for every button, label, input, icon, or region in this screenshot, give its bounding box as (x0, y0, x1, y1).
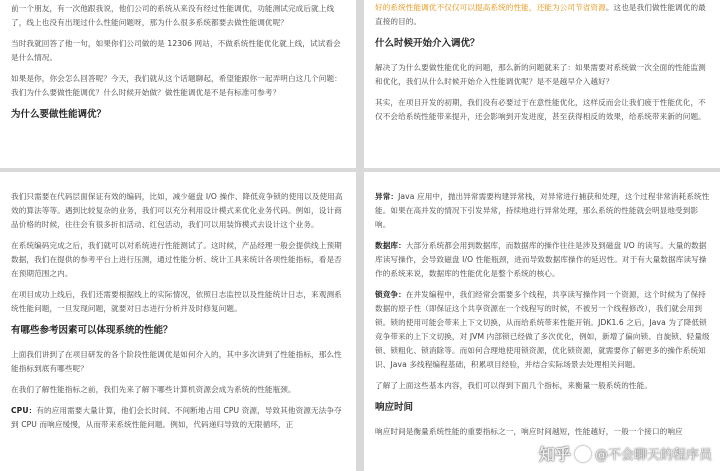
paragraph: 在我们了解性能指标之前，我们先来了解下哪些计算机资源会成为系统的性能瓶颈。 (11, 385, 296, 394)
section-heading: 响应时间 (375, 402, 414, 413)
paragraph-rest: 有的应用需要大量计算，他们会长时间、不间断地占用 CPU 资源，导致其他资源无法争夺到 CPU 而响应缓慢，从而带来系统性能问题。例如，代码递归导致的无限循环，正 (11, 406, 342, 429)
section-heading: 有哪些参考因素可以体现系统的性能？ (11, 325, 173, 336)
watermark (539, 442, 712, 465)
term-label: 数据库： (375, 241, 406, 250)
paragraph: 其实，在项目开发的初期，我们没有必要过于在意性能优化，这样反而会让我们疲于性能优化，不仅不会给系统性能带来提升，还会影响到开发进度，甚至获得相反的效果，给系统带来新的问题。 (375, 98, 706, 121)
watermark-site: 知乎 (538, 445, 571, 464)
paragraph (375, 190, 710, 232)
term-label: CPU： (11, 406, 37, 415)
paragraph: 上面我们讲到了在项目研发的各个阶段性能调优是如何介入的，其中多次讲到了性能指标，那么性能指标到底有哪些呢？ (11, 350, 342, 373)
term-label: 异常： (375, 192, 399, 201)
paragraph: 了解了上面这些基本内容，我们可以得到下面几个指标，来衡量一般系统的性能。 (375, 381, 652, 390)
paragraph: 前一个朋友，有一次他跟我说，他们公司的系统从来没有经过性能调优，功能测试完成后就上线了，线上也没有出现过什么性能问题呀，那为什么很多系统都要去做性能调优呢？ (11, 4, 335, 27)
paragraph-rest: Java 应用中，抛出异常需要构建异常栈，对异常进行捕获和处理，这个过程非常消耗系统性能。如果在高并发的情况下引发异常，持续地进行异常处理，那么系统的性能就会明显地受到影响。 (375, 192, 710, 229)
term-label: 锁竞争： (375, 290, 406, 299)
highlighted-text: 好的系统性能调优不仅仅可以提高系统的性能，还能为公司节省资源 (375, 3, 606, 12)
section-heading: 什么时候开始介入调优？ (375, 38, 480, 49)
paragraph: 在系统编码完成之后，我们就可以对系统进行性能测试了。这时候，产品经理一般会提供线上预期数据，我们在提供的参考平台上进行压测，通过性能分析、统计工具来统计各项性能指标，看是否在预期范围之内。 (11, 241, 342, 278)
section-heading: 为什么要做性能调优？ (11, 109, 107, 120)
watermark-logo-icon (575, 446, 591, 462)
paragraph-rest: 。这也是我们做性能调优的最直接的目的。 (375, 3, 706, 26)
panel-bottom-right (364, 172, 720, 471)
paragraph (11, 404, 346, 432)
watermark-user: @不会聊天的程序员 (594, 448, 712, 463)
paragraph (375, 239, 710, 281)
paragraph (375, 288, 710, 372)
paragraph: 如果是你，你会怎么回答呢？今天，我们就从这个话题聊起，希望能跟你一起弄明白这几个问题：我们为什么要做性能调优？什么时候开始做？做性能调优是不是有标准可参考？ (11, 74, 342, 97)
paragraph: 当时我就回答了他一句，如果你们公司做的是 12306 网站，不做系统性能优化就上线，试试看会是什么情况。 (11, 39, 341, 62)
paragraph: 我们只需要在代码层面保证有效的编码，比如，减少磁盘 I/O 操作、降低竞争锁的使用以及使用高效的算法等等。遇到比较复杂的业务，我们可以充分利用设计模式来优化业务代码。例如，设计商品价格的时候，往往会有很多折扣活动、红包活动，我们可以用装饰模式去设计这个业务。 (11, 192, 343, 229)
paragraph: 解决了为什么要做性能优化的问题，那么新的问题就来了：如果需要对系统做一次全面的性能监测和优化，我们从什么时候开始介入性能调优呢？是不是越早介入越好？ (375, 63, 706, 86)
paragraph: 响应时间是衡量系统性能的重要指标之一，响应时间越短，性能越好，一般一个接口的响应 (375, 427, 683, 436)
paragraph (375, 1, 710, 29)
panel-top-right (364, 0, 720, 168)
panel-top-left (0, 0, 356, 168)
paragraph: 在项目成功上线后，我们还需要根据线上的实际情况，依照日志监控以及性能统计日志，来观测系统性能问题，一旦发现问题，就要对日志进行分析并及时修复问题。 (11, 290, 342, 313)
paragraph-rest: 大部分系统都会用到数据库，而数据库的操作往往是涉及到磁盘 I/O 的读写。大量的数据库读写操作，会导致磁盘 I/O 性能瓶颈，进而导致数据库操作的延迟性。对于有大量数据库读写操作的系统来说，数据库的性能优化是整个系统的核心。 (375, 241, 707, 278)
paragraph-rest: 在并发编程中，我们经常会需要多个线程，共享读写操作同一个资源，这个时候为了保持数据的原子性（即保证这个共享资源在一个线程写的时候，不被另一个线程修改），我们就会用到锁。锁的使用可能会带来上下文切换，从而给系统带来性能开销。JDK1.6 之后，Java 为了降低锁竞争带来的上下文切换，对 JVM 内部锁已经做了多次优化，例如，新增了偏向锁、自旋锁、轻量级锁、锁粗化、锁消除等。而如何合理地使用锁资源，优化锁资源，就需要你了解更多的操作系统知识、Java 多线程编程基础，积累项目经验，并结合实际场景去处理相关问题。 (375, 290, 710, 369)
panel-bottom-left (0, 172, 356, 471)
